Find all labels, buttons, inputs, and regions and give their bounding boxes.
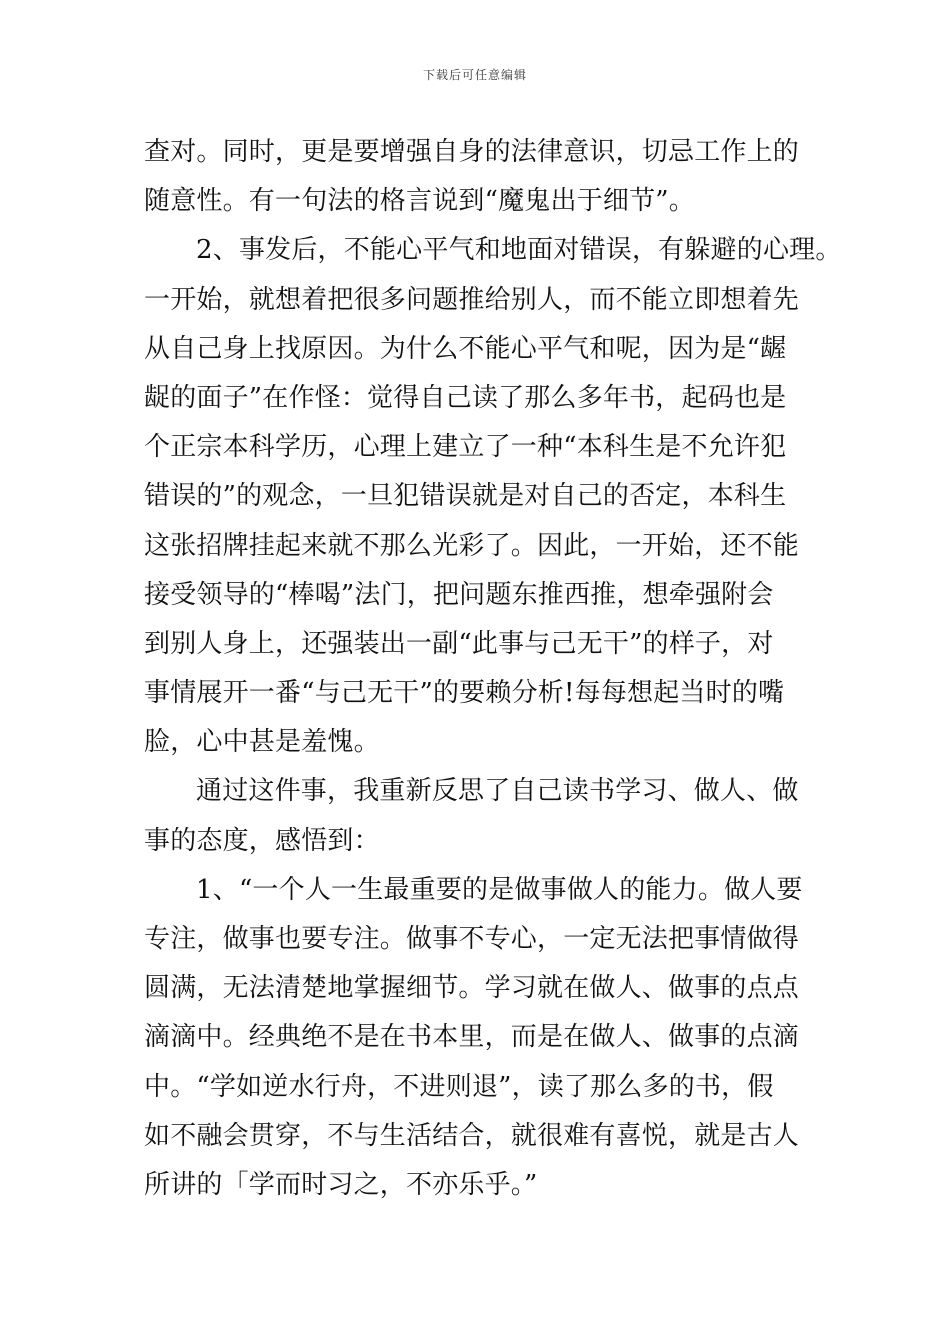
text-line: 一开始，就想着把很多问题推给别人，而不能立即想着先: [144, 284, 800, 315]
text-line: 事情展开一番“与己无干”的要赖分析!每每想起当时的嘴: [144, 678, 785, 709]
text-line: 错误的”的观念，一旦犯错误就是对自己的否定，本科生: [144, 481, 787, 512]
text-line: 从自己身上找原因。为什么不能心平气和呢，因为是“龌: [144, 333, 787, 364]
text-line: 随意性。有一句法的格言说到“魔鬼出于细节”。: [144, 186, 695, 217]
text-line: 如不融会贯穿，不与生活结合，就很难有喜悦，就是古人: [144, 1120, 800, 1151]
paragraph-start-line: 2、事发后，不能心平气和地面对错误，有躲避的心理。: [196, 235, 842, 266]
text-line: 滴滴中。经典绝不是在书本里，而是在做人、做事的点滴: [144, 1022, 800, 1053]
page-header: 下载后可任意编辑: [422, 68, 527, 82]
text-line: 这张招牌挂起来就不那么光彩了。因此，一开始，还不能: [144, 530, 800, 561]
document-body: [144, 128, 842, 1210]
text-line: 龊的面子”在作怪：觉得自己读了那么多年书，起码也是: [144, 382, 787, 413]
text-line: 脸，心中甚是羞愧。: [144, 727, 380, 758]
text-line: 事的态度，感悟到：: [144, 825, 380, 856]
text-line: 接受领导的“棒喝”法门，把问题东推西推，想牵强附会: [144, 579, 774, 610]
text-line: 所讲的「学而时习之，不亦乐乎。”: [144, 1169, 538, 1200]
text-line: 个正宗本科学历，心理上建立了一种“本科生是不允许犯: [144, 432, 787, 463]
paragraph-start-line: 通过这件事，我重新反思了自己读书学习、做人、做: [196, 776, 799, 807]
text-line: 到别人身上，还强装出一副“此事与己无干”的样子，对: [144, 628, 774, 659]
paragraph-start-line: 1、“一个人一生最重要的是做事做人的能力。做人要: [196, 874, 803, 905]
text-line: 查对。同时，更是要增强自身的法律意识，切忌工作上的: [144, 137, 800, 167]
text-line: 专注，做事也要专注。做事不专心，一定无法把事情做得: [144, 924, 800, 954]
text-line: 中。“学如逆水行舟，不进则退”，读了那么多的书，假: [144, 1071, 774, 1102]
text-line: 圆满，无法清楚地掌握细节。学习就在做人、做事的点点: [144, 973, 800, 1004]
